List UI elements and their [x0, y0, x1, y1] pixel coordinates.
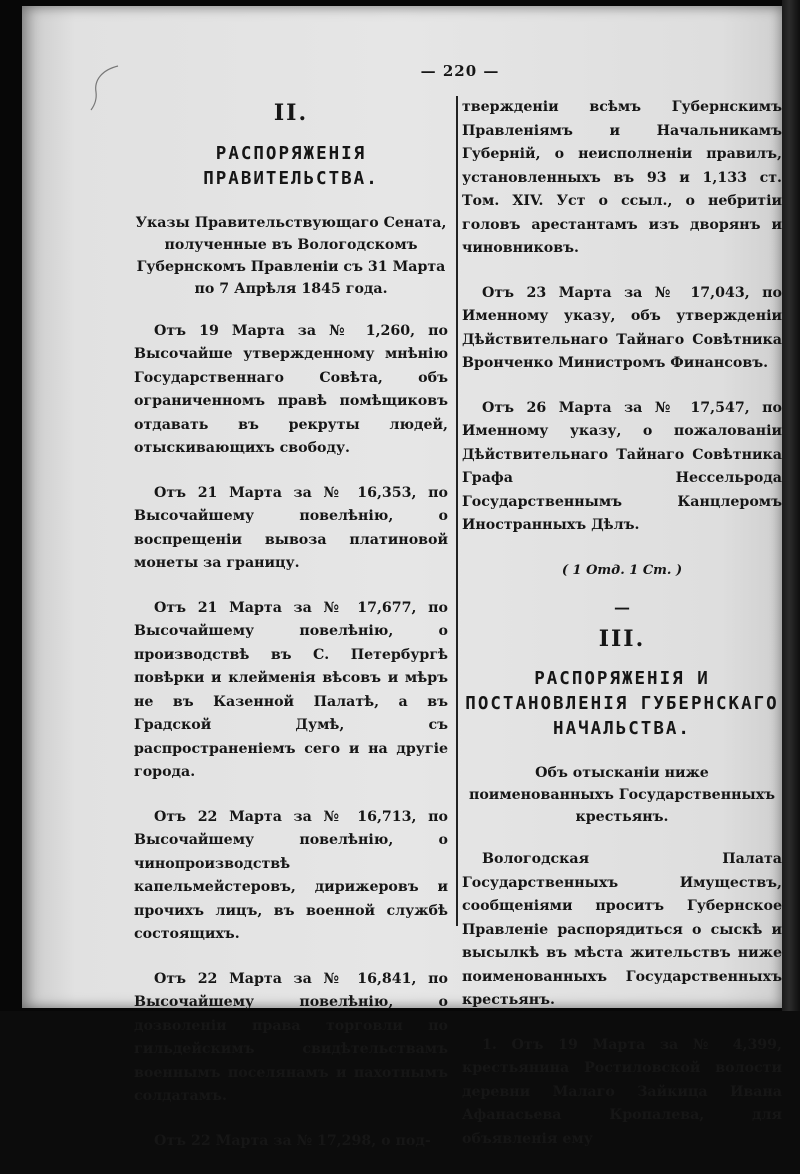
decree-paragraph: Отъ 23 Марта за № 17,043, по Именному указу, объ утвержденіи Дѣйствительнаго Тайнаго Совѣтника Вронченко Министромъ Финансовъ.	[462, 284, 782, 371]
page-edge-shadow	[782, 0, 800, 1011]
decrees-subtitle: Указы Правительствующаго Сената, полученные въ Вологодскомъ Губернскомъ Правленіи съ 31 Марта по 7 Апрѣля 1845 года.	[135, 214, 447, 297]
decree-paragraph: Отъ 22 Марта за № 17,298, о под-	[154, 1132, 431, 1149]
search-subheading: Объ отысканіи ниже поименованныхъ Государственныхъ крестьянъ.	[468, 765, 776, 825]
decree-paragraph: Отъ 22 Марта за № 16,841, по Высочайшему повелѣнію, о дозволеніи права торговли по гильдейскимъ свидѣтельствамъ военнымъ поселянамъ и пахотнымъ солдатамъ.	[134, 970, 448, 1104]
pencil-mark-icon	[88, 62, 128, 112]
section-number-iii: III.	[598, 625, 646, 652]
section-number-ii: II.	[273, 100, 309, 126]
decree-paragraph: Отъ 22 Марта за № 16,713, по Высочайшему повелѣнію, о чинопроизводствѣ капельмейстеровъ, дирижеровъ и прочихъ лицъ, въ военной службѣ состоящихъ.	[134, 808, 448, 942]
decree-paragraph: Отъ 26 Марта за № 17,547, по Именному указу, о пожалованіи Дѣйствительнаго Тайнаго Совѣтника Графа Нессельрода Государственнымъ Канцлеромъ Иностранныхъ Дѣлъ.	[462, 399, 782, 533]
section-title-ii: РАСПОРЯЖЕНІЯ ПРАВИТЕЛЬСТВА.	[203, 143, 379, 189]
notice-paragraph: Вологодская Палата Государственныхъ Имуществъ, сообщеніями проситъ Губернское Правленіе распорядиться о сыскѣ и высылкѣ въ мѣста жительствъ ниже поименованныхъ Государственныхъ крестьянъ.	[462, 851, 782, 1008]
left-column	[134, 98, 448, 1174]
decree-paragraph: Отъ 19 Марта за № 1,260, по Высочайше утвержденному мнѣнію Государственнаго Совѣта, объ ограниченномъ правѣ помѣщиковъ отдавать въ рекруты людей, отыскивающихъ свободу.	[134, 322, 448, 456]
separator-dash: —	[614, 598, 630, 617]
page-number: — 220 —	[420, 62, 500, 80]
section-reference: ( 1 Отд. 1 Ст. )	[561, 562, 683, 578]
decree-paragraph: Отъ 21 Марта за № 16,353, по Высочайшему повелѣнію, о воспрещеніи вывоза платиновой монеты за границу.	[134, 484, 448, 571]
continuation-paragraph: твержденіи всѣмъ Губернскимъ Правленіямъ и Начальникамъ Губерній, о неисполненіи правилъ, установленныхъ въ 93 и 1,133 ст. Том. XIV. Уст о ссыл., о небритіи головъ арестантамъ изъ дворянъ и чиновниковъ.	[462, 99, 782, 256]
decree-paragraph: Отъ 21 Марта за № 17,677, по Высочайшему повелѣнію, о производствѣ въ С. Петербургѣ повѣрки и клейменія вѣсовъ и мѣръ не въ Казенной Палатѣ, а въ Градской Думѣ, съ распространеніемъ сего и на другіе города.	[134, 599, 448, 780]
column-divider	[456, 96, 458, 926]
notice-paragraph: 1. Отъ 19 Марта за № 4,399, крестьянина Ростиловской волости деревни Малаго Зайкица Ивана Афанасьева Кропалева, для объявленія ему	[462, 1036, 782, 1147]
section-title-iii: РАСПОРЯЖЕНІЯ И ПОСТАНОВЛЕНІЯ ГУБЕРНСКАГО НАЧАЛЬСТВА.	[465, 669, 779, 739]
